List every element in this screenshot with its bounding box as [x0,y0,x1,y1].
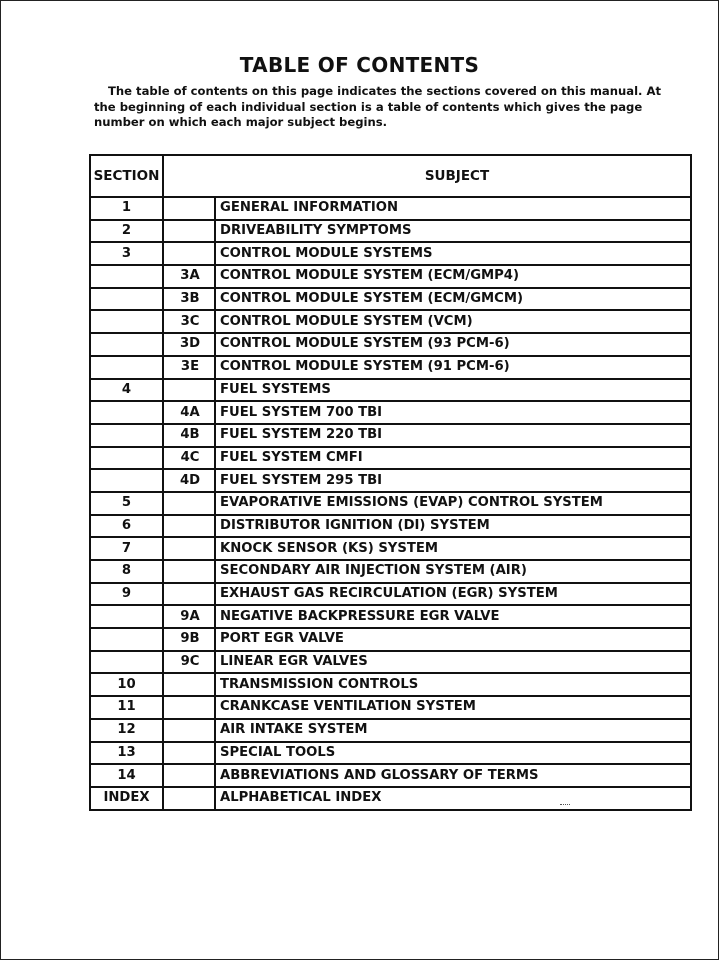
section-cell [90,401,163,424]
section-cell [90,447,163,470]
table-row [90,583,691,606]
subsection-cell: 9C [163,651,215,674]
section-cell: 12 [90,719,163,742]
page-title: TABLE OF CONTENTS [239,53,480,77]
subsection-cell [163,673,215,696]
table-row [90,424,691,447]
table-row [90,242,691,265]
subsection-cell: 9B [163,628,215,651]
section-cell [90,333,163,356]
subject-cell: SECONDARY AIR INJECTION SYSTEM (AIR) [215,560,691,583]
table-row [90,628,691,651]
subsection-cell: 4D [163,469,215,492]
table-row [90,197,691,220]
subsection-cell [163,220,215,243]
table-row [90,265,691,288]
section-cell [90,310,163,333]
subject-cell: PORT EGR VALVE [215,628,691,651]
scan-speck [560,804,570,807]
subject-cell: ALPHABETICAL INDEX [215,787,691,810]
subject-cell: CONTROL MODULE SYSTEM (ECM/GMCM) [215,288,691,311]
table-row [90,742,691,765]
subsection-cell: 3A [163,265,215,288]
contents-table [89,154,692,811]
section-cell: 2 [90,220,163,243]
table-row [90,220,691,243]
subject-column-header: SUBJECT [163,155,691,197]
subsection-cell: 4A [163,401,215,424]
subject-cell: FUEL SYSTEMS [215,379,691,402]
subject-cell: DISTRIBUTOR IGNITION (DI) SYSTEM [215,515,691,538]
subsection-cell: 3B [163,288,215,311]
section-cell [90,469,163,492]
table-row [90,651,691,674]
subject-cell: SPECIAL TOOLS [215,742,691,765]
subject-cell: CRANKCASE VENTILATION SYSTEM [215,696,691,719]
section-cell [90,265,163,288]
subject-cell: ABBREVIATIONS AND GLOSSARY OF TERMS [215,764,691,787]
table-row [90,356,691,379]
subsection-cell [163,764,215,787]
section-cell: 6 [90,515,163,538]
section-cell: 4 [90,379,163,402]
subject-cell: EVAPORATIVE EMISSIONS (EVAP) CONTROL SYSTEM [215,492,691,515]
subject-cell: KNOCK SENSOR (KS) SYSTEM [215,537,691,560]
section-cell: 5 [90,492,163,515]
table-row [90,333,691,356]
section-cell: 13 [90,742,163,765]
subsection-cell [163,742,215,765]
subsection-cell: 4C [163,447,215,470]
section-cell: 10 [90,673,163,696]
subsection-cell [163,515,215,538]
subject-cell: CONTROL MODULE SYSTEM (91 PCM-6) [215,356,691,379]
section-cell [90,288,163,311]
subsection-cell [163,583,215,606]
subject-cell: FUEL SYSTEM CMFI [215,447,691,470]
subsection-cell: 9A [163,605,215,628]
section-cell [90,356,163,379]
subsection-cell [163,492,215,515]
subject-cell: GENERAL INFORMATION [215,197,691,220]
subsection-cell [163,537,215,560]
subsection-cell [163,787,215,810]
subject-cell: NEGATIVE BACKPRESSURE EGR VALVE [215,605,691,628]
subject-cell: FUEL SYSTEM 700 TBI [215,401,691,424]
section-cell: 1 [90,197,163,220]
table-row [90,401,691,424]
section-cell: 3 [90,242,163,265]
subject-cell: CONTROL MODULE SYSTEMS [215,242,691,265]
section-cell [90,605,163,628]
section-cell: 9 [90,583,163,606]
table-row [90,492,691,515]
table-row [90,537,691,560]
table-row [90,560,691,583]
table-row [90,515,691,538]
table-row [90,379,691,402]
subsection-cell: 4B [163,424,215,447]
table-row [90,696,691,719]
subsection-cell [163,242,215,265]
section-cell: 11 [90,696,163,719]
subject-cell: TRANSMISSION CONTROLS [215,673,691,696]
table-row [90,310,691,333]
subsection-cell: 3E [163,356,215,379]
section-cell: 7 [90,537,163,560]
table-row [90,469,691,492]
subsection-cell [163,379,215,402]
subsection-cell [163,719,215,742]
subject-cell: FUEL SYSTEM 295 TBI [215,469,691,492]
table-row [90,673,691,696]
subsection-cell [163,560,215,583]
section-cell [90,424,163,447]
table-row [90,787,691,810]
section-cell: INDEX [90,787,163,810]
subject-cell: DRIVEABILITY SYMPTOMS [215,220,691,243]
section-cell: 8 [90,560,163,583]
section-cell: 14 [90,764,163,787]
table-row [90,288,691,311]
subsection-cell [163,197,215,220]
subsection-cell: 3C [163,310,215,333]
subject-cell: CONTROL MODULE SYSTEM (VCM) [215,310,691,333]
section-column-header: SECTION [90,155,163,197]
table-body [90,197,691,810]
subject-cell: EXHAUST GAS RECIRCULATION (EGR) SYSTEM [215,583,691,606]
table-row [90,764,691,787]
subject-cell: CONTROL MODULE SYSTEM (ECM/GMP4) [215,265,691,288]
table-row [90,447,691,470]
table-row [90,605,691,628]
subject-cell: CONTROL MODULE SYSTEM (93 PCM-6) [215,333,691,356]
section-cell [90,651,163,674]
subject-cell: LINEAR EGR VALVES [215,651,691,674]
subsection-cell: 3D [163,333,215,356]
subject-cell: AIR INTAKE SYSTEM [215,719,691,742]
table-row [90,719,691,742]
subject-cell: FUEL SYSTEM 220 TBI [215,424,691,447]
table-header-row [90,155,691,197]
intro-paragraph: The table of contents on this page indicates the sections covered on this manual. At the beginning of each individual section is a table of contents which gives the page number on which each major subject begins. [94,84,662,129]
section-cell [90,628,163,651]
subsection-cell [163,696,215,719]
